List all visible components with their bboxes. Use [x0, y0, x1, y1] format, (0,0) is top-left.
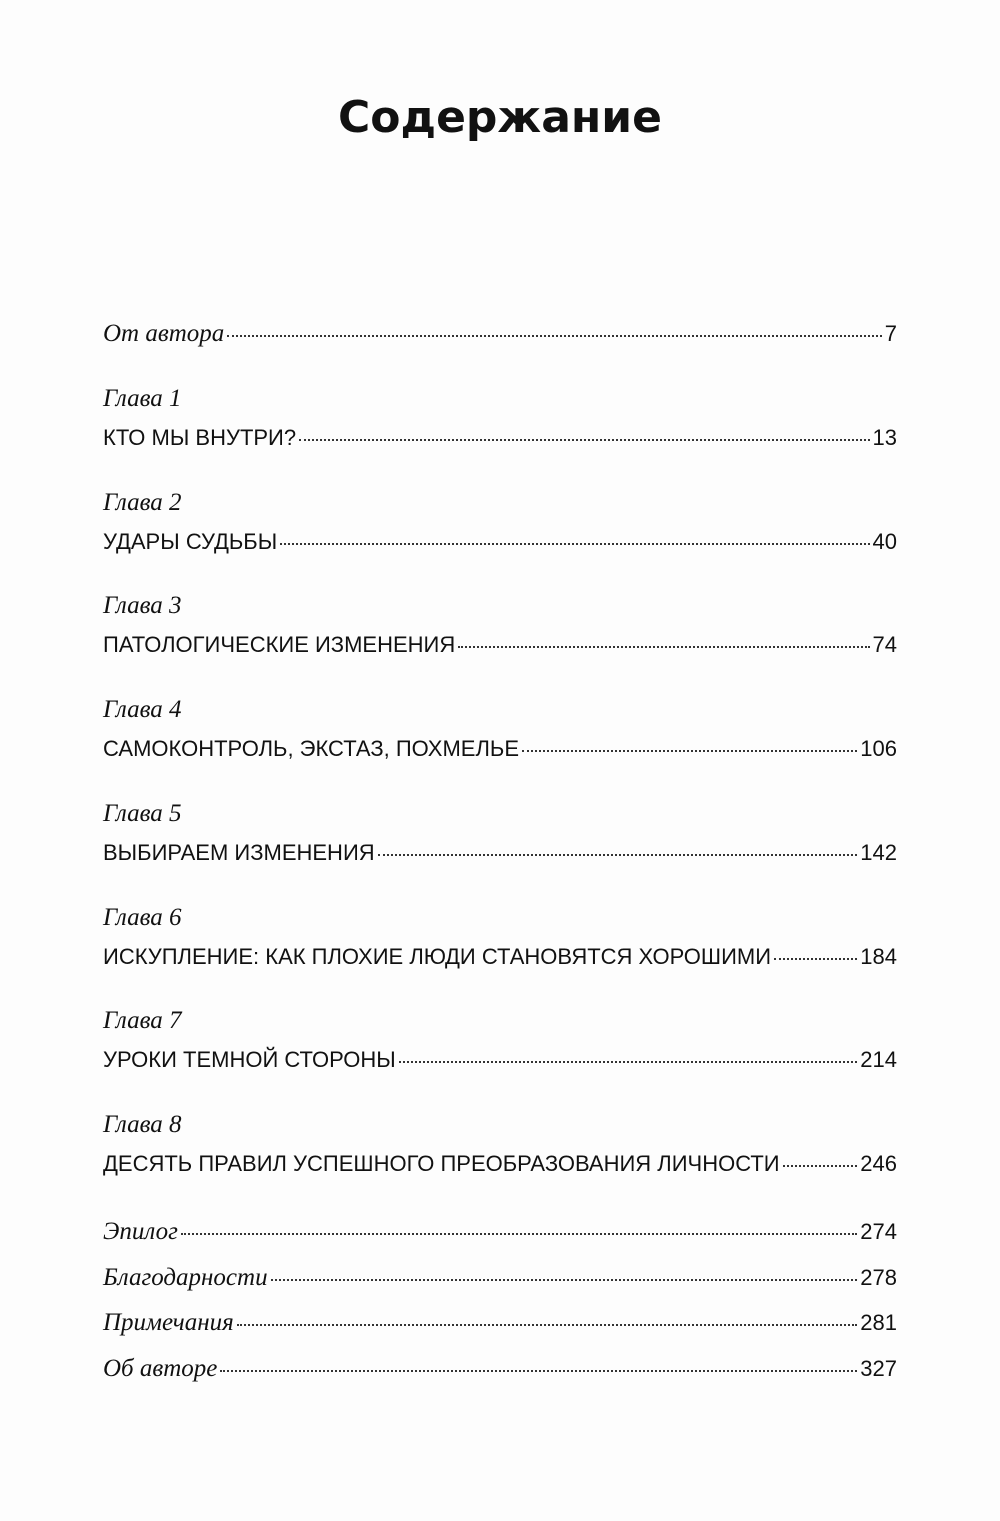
entry-page: 13 [872, 425, 897, 450]
entry-page: 184 [860, 943, 897, 969]
entry-label: От автора [103, 320, 225, 347]
leader-dots [181, 1233, 857, 1235]
toc-entry-back[interactable] [103, 1218, 897, 1246]
leader-dots [399, 1061, 858, 1063]
entry-label: УРОКИ ТЕМНОЙ СТОРОНЫ [103, 1047, 396, 1073]
leader-dots [280, 543, 869, 545]
leader-dots [271, 1279, 858, 1281]
entry-label: Примечания [103, 1309, 234, 1336]
chapter-heading: Глава 2 [103, 488, 182, 516]
leader-dots [522, 750, 857, 752]
entry-page: 74 [872, 632, 897, 658]
entry-label: Эпилог [103, 1218, 178, 1245]
page-title: Содержание [338, 92, 662, 143]
toc-entry-chapter[interactable] [103, 632, 897, 658]
leader-dots [783, 1165, 858, 1167]
toc-entry-chapter[interactable] [103, 944, 897, 970]
entry-page: 327 [860, 1355, 897, 1381]
chapter-heading: Глава 4 [103, 696, 182, 724]
chapter-heading: Глава 7 [103, 1007, 182, 1035]
toc-entry-chapter[interactable] [103, 1047, 897, 1073]
toc-entry-front[interactable] [103, 320, 897, 348]
entry-label: Благодарности [103, 1263, 268, 1291]
toc-entry-back[interactable] [103, 1355, 897, 1383]
toc-entry-chapter[interactable] [103, 1151, 897, 1177]
entry-label: ПАТОЛОГИЧЕСКИЕ ИЗМЕНЕНИЯ [103, 632, 456, 658]
entry-label: КТО МЫ ВНУТРИ? [103, 425, 297, 450]
chapter-heading: Глава 6 [103, 903, 182, 931]
leader-dots [237, 1324, 858, 1326]
entry-page: 106 [860, 736, 897, 762]
entry-page: 281 [860, 1310, 897, 1335]
entry-label: ИСКУПЛЕНИЕ: КАК ПЛОХИЕ ЛЮДИ СТАНОВЯТСЯ ХОРОШИМИ [103, 943, 772, 969]
leader-dots [458, 646, 869, 648]
chapter-heading: Глава 1 [103, 385, 182, 412]
toc-entry-chapter[interactable] [103, 529, 897, 555]
entry-label: УДАРЫ СУДЬБЫ [103, 528, 278, 554]
entry-label: ВЫБИРАЕМ ИЗМЕНЕНИЯ [103, 839, 375, 865]
toc-entry-chapter[interactable] [103, 840, 897, 866]
chapter-heading: Глава 3 [103, 592, 182, 620]
entry-label: Об авторе [103, 1354, 218, 1382]
entry-page: 7 [884, 321, 897, 346]
leader-dots [220, 1370, 857, 1372]
toc-entry-chapter[interactable] [103, 736, 897, 762]
leader-dots [774, 958, 857, 960]
chapter-heading: Глава 5 [103, 799, 182, 827]
entry-page: 40 [872, 528, 897, 554]
entry-label: САМОКОНТРОЛЬ, ЭКСТАЗ, ПОХМЕЛЬЕ [103, 736, 520, 762]
leader-dots [299, 439, 869, 441]
entry-page: 278 [860, 1264, 897, 1290]
toc-entry-chapter[interactable] [103, 425, 897, 451]
leader-dots [378, 854, 858, 856]
leader-dots [227, 335, 881, 337]
toc-entry-back[interactable] [103, 1264, 897, 1292]
entry-label: ДЕСЯТЬ ПРАВИЛ УСПЕШНОГО ПРЕОБРАЗОВАНИЯ ЛИЧНОСТИ [103, 1150, 780, 1176]
entry-page: 142 [860, 839, 897, 865]
entry-page: 214 [860, 1047, 897, 1073]
toc-entry-back[interactable] [103, 1309, 897, 1337]
entry-page: 274 [860, 1219, 897, 1244]
chapter-heading: Глава 8 [103, 1110, 182, 1138]
entry-page: 246 [860, 1150, 897, 1176]
